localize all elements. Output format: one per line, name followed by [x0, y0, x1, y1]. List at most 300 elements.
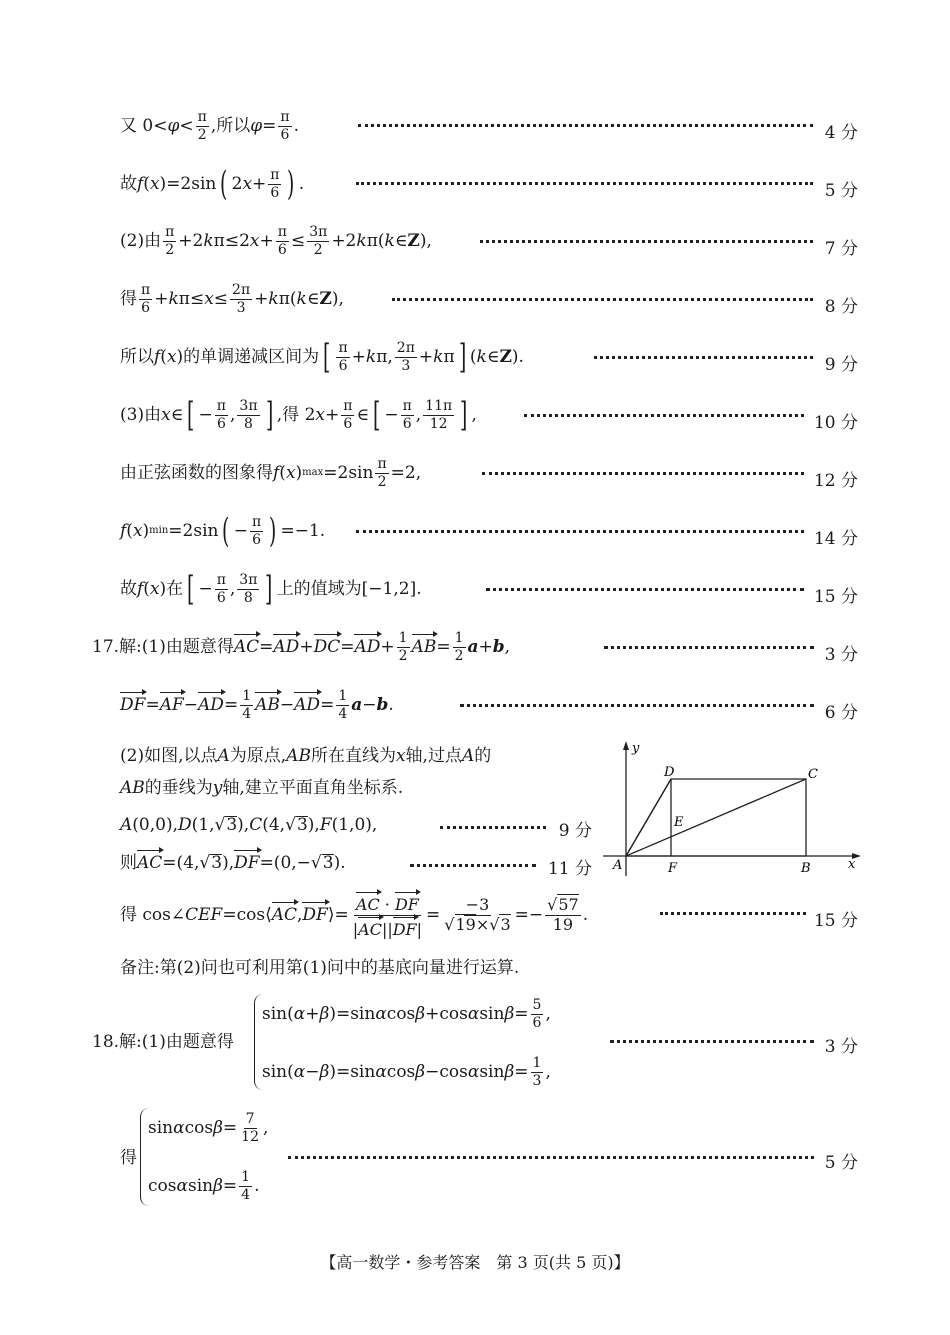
text: +: [299, 636, 314, 657]
text: 轴,过点: [405, 745, 462, 766]
numerator: π: [216, 397, 226, 414]
line-vector-coordinates: 则 AC =(4, √ 3 ), DF =(0,− √ 3 ).: [120, 852, 346, 873]
line-max-value: [120, 454, 421, 492]
score: 5 分: [824, 1153, 858, 1173]
text: f: [137, 578, 144, 599]
text: 得: [120, 1147, 137, 1168]
text: sin: [187, 1175, 214, 1196]
text: +: [154, 288, 169, 309]
fraction: [307, 225, 329, 257]
fraction: [375, 457, 388, 489]
score: 6 分: [824, 703, 858, 723]
text: π(: [366, 230, 385, 251]
text: ,: [545, 1003, 551, 1024]
denominator: √19×√3: [444, 914, 511, 934]
line-q17-part1: [92, 628, 510, 666]
text: ).: [511, 346, 524, 367]
text: β: [319, 1061, 330, 1082]
bracket-left: [: [187, 569, 195, 609]
text: f: [154, 346, 161, 367]
text: ∈: [356, 404, 370, 425]
text: =: [259, 636, 274, 657]
text: ),: [237, 814, 250, 835]
text: +: [418, 346, 434, 367]
paren-right: ): [287, 164, 295, 204]
denominator: 6: [216, 415, 226, 432]
text: β: [504, 1061, 515, 1082]
text: =2sin: [168, 520, 219, 541]
text: −: [198, 578, 213, 599]
text: 轴,建立平面直角坐标系.: [222, 777, 404, 798]
text: ,: [415, 404, 422, 425]
text: −: [279, 694, 295, 715]
text: ,: [545, 1061, 551, 1082]
denominator: 4: [241, 1186, 251, 1203]
fraction: [250, 515, 263, 547]
dotted-leader: [486, 586, 804, 591]
paren-left: (: [222, 511, 230, 551]
text: ⟩=: [327, 904, 349, 925]
vector: AB: [411, 636, 437, 657]
text: (2)由: [120, 230, 162, 251]
fraction: [401, 399, 414, 431]
denominator: 12: [241, 1128, 259, 1145]
denominator: 6: [280, 126, 290, 143]
bracket-left: [: [373, 395, 381, 435]
fraction: [397, 631, 410, 663]
text: cos: [386, 1061, 416, 1082]
text: ),: [331, 288, 344, 309]
line-coordinate-setup: [120, 744, 491, 768]
text: D: [178, 814, 192, 835]
text: cos: [184, 1117, 214, 1138]
text: x: [242, 173, 253, 194]
text: +: [305, 1003, 320, 1024]
text: ≤: [290, 230, 306, 251]
fraction: [215, 573, 228, 605]
result-row-2: [148, 1166, 260, 1206]
text: (: [469, 346, 477, 367]
label-E: E: [674, 815, 684, 830]
text: +: [351, 346, 366, 367]
text: π(: [278, 288, 297, 309]
text: k: [268, 288, 279, 309]
label-F: F: [668, 861, 678, 876]
text: a: [467, 636, 479, 657]
bracket-right: ]: [458, 337, 466, 377]
text: +: [478, 636, 493, 657]
text: CEF: [185, 904, 223, 925]
line-min-value: [120, 512, 325, 550]
text: ,: [263, 1117, 269, 1138]
text: ): [142, 520, 150, 541]
fraction: [531, 1056, 544, 1088]
vector: AD: [354, 636, 381, 657]
text: Z: [499, 346, 512, 367]
bracket-right: ]: [265, 569, 273, 609]
numerator: 3π: [239, 571, 258, 588]
text: (4,: [262, 814, 286, 835]
text: −: [305, 1061, 320, 1082]
text: k: [384, 230, 395, 251]
text: a: [351, 694, 363, 715]
text: Z: [319, 288, 332, 309]
denominator: 6: [532, 1014, 542, 1031]
text: k: [356, 230, 367, 251]
text: b: [376, 694, 389, 715]
text: sin: [479, 1003, 505, 1024]
fraction: [239, 1170, 252, 1202]
text: (3)由: [120, 404, 162, 425]
equation-row-2: [262, 1052, 551, 1092]
text: x: [249, 230, 260, 251]
radicand: 3: [226, 815, 238, 835]
numerator: √57: [547, 894, 579, 914]
text: x: [149, 578, 160, 599]
text: x: [132, 520, 143, 541]
dotted-leader: [482, 470, 804, 475]
denominator: 2: [197, 126, 207, 143]
score: 15 分: [813, 587, 858, 607]
text: =(4,: [162, 852, 200, 873]
denominator: 6: [343, 415, 353, 432]
dotted-leader: [288, 1154, 814, 1159]
text: =: [262, 115, 277, 136]
denominator: 4: [338, 705, 348, 722]
fraction: [531, 998, 544, 1030]
text: ·: [379, 895, 395, 915]
fraction-dot-product: [351, 891, 424, 939]
line-point-coordinates: A (0,0), D (1, √ 3 ), C (4, √ 3 ), F (1,0),: [120, 814, 378, 835]
line-decreasing-interval: [120, 338, 524, 376]
denominator: 8: [243, 589, 253, 606]
fraction: [278, 110, 291, 142]
dotted-leader: [410, 862, 536, 867]
text: 由正弦函数的图象得: [120, 462, 273, 483]
text: f: [120, 520, 127, 541]
bracket-left: [: [187, 395, 195, 435]
text: =: [436, 636, 451, 657]
text: −: [183, 694, 199, 715]
text: .: [293, 115, 299, 136]
text: =: [223, 694, 239, 715]
text: )=2sin: [159, 173, 217, 194]
vector: DF: [234, 852, 260, 873]
text: =2sin: [323, 462, 374, 483]
text: (2)如图,以点: [120, 745, 218, 766]
text: 故: [120, 173, 137, 194]
fraction: [276, 225, 289, 257]
text: β: [415, 1061, 426, 1082]
text: 为原点,: [229, 745, 287, 766]
text: (: [143, 578, 150, 599]
denominator: 2: [377, 473, 387, 490]
text: k: [203, 230, 214, 251]
text: ×: [475, 914, 490, 934]
numerator: −3: [465, 894, 490, 914]
vector: AC: [358, 920, 382, 939]
segment-AC: [626, 779, 806, 856]
text: =2,: [390, 462, 422, 483]
vector: DF: [120, 694, 146, 715]
text: x: [204, 288, 214, 309]
text: x: [395, 745, 406, 766]
result-row-1: [148, 1108, 268, 1148]
dotted-leader: [392, 296, 813, 301]
vector: DF: [394, 895, 419, 915]
text: ,: [229, 578, 236, 599]
numerator: 1: [532, 1054, 542, 1071]
text: =: [222, 1117, 238, 1138]
subscript: min: [149, 525, 169, 536]
text: 故: [120, 578, 137, 599]
line-q18-label: [92, 1030, 234, 1054]
numerator: 11π: [425, 397, 453, 414]
radicand: 19: [455, 914, 476, 934]
text: x: [149, 173, 160, 194]
text: 2: [231, 173, 243, 194]
text: 备注:第(2)问也可利用第(1)问中的基底向量进行运算.: [120, 957, 520, 978]
fraction: [336, 689, 349, 721]
text: α: [293, 1061, 306, 1082]
text: (: [279, 462, 286, 483]
text: 的垂线为: [144, 777, 213, 798]
text: .: [254, 1175, 260, 1196]
line-decreasing-condition: [120, 222, 432, 260]
vector: DF: [392, 920, 417, 939]
denominator: |AC||DF|: [352, 920, 423, 939]
numerator: 2π: [396, 339, 415, 356]
text: =cos⟨: [222, 904, 272, 925]
fraction: [163, 225, 176, 257]
text: C: [249, 814, 263, 835]
text: k: [476, 346, 487, 367]
text: (: [143, 173, 150, 194]
text: π≤: [178, 288, 205, 309]
text: α: [173, 1117, 185, 1138]
text: AB: [120, 777, 145, 798]
denominator: 6: [402, 415, 412, 432]
denominator: 2: [313, 241, 323, 258]
numerator: 1: [454, 629, 464, 646]
note: [120, 956, 519, 980]
text: sin: [479, 1061, 505, 1082]
text: F: [319, 814, 332, 835]
numerator: π: [343, 397, 353, 414]
text: ∈: [394, 230, 408, 251]
text: ∈: [306, 288, 320, 309]
fraction: [239, 1112, 261, 1144]
fraction: [196, 110, 209, 142]
dotted-leader: [660, 910, 806, 915]
text: π: [443, 346, 455, 367]
text: (0,0),: [132, 814, 178, 835]
radicand: 57: [558, 894, 579, 914]
dotted-leader: [480, 238, 813, 243]
text: +: [254, 288, 269, 309]
text: A: [120, 814, 133, 835]
text: ≤: [213, 288, 229, 309]
fraction: [442, 894, 512, 934]
denominator: 3: [401, 357, 411, 374]
text: k: [296, 288, 307, 309]
label-y: y: [632, 741, 640, 756]
denominator: 2: [165, 241, 175, 258]
text: α: [293, 1003, 306, 1024]
dotted-leader: [460, 702, 814, 707]
text: =: [320, 694, 335, 715]
vector: AD: [273, 636, 300, 657]
numerator: π: [270, 166, 280, 183]
numerator: 3π: [309, 223, 328, 240]
score: 3 分: [824, 645, 858, 665]
score: 7 分: [824, 239, 858, 259]
text: =: [145, 694, 160, 715]
coordinate-figure: [595, 738, 865, 878]
text: sin(: [262, 1003, 294, 1024]
segment-AD: [626, 779, 671, 856]
fraction: [336, 341, 349, 373]
text: .: [582, 904, 589, 925]
text: +2: [331, 230, 357, 251]
line-f-expression: [120, 166, 304, 202]
text: =: [426, 904, 441, 925]
text: ,: [230, 404, 236, 425]
text: −cos: [425, 1061, 468, 1082]
label-D: D: [664, 765, 675, 780]
score: 4 分: [824, 123, 858, 143]
fraction: [240, 689, 253, 721]
bracket-right: ]: [265, 395, 273, 435]
radicand: 3: [322, 853, 334, 873]
numerator: π: [402, 397, 412, 414]
text: ,: [297, 904, 303, 925]
text: (: [160, 346, 167, 367]
text: β: [504, 1003, 515, 1024]
label-C: C: [808, 767, 818, 782]
subscript: max: [302, 467, 324, 478]
numerator: [354, 891, 421, 916]
fraction: [139, 283, 152, 315]
text: .: [298, 173, 305, 194]
dotted-leader: [440, 824, 546, 829]
text: sin(: [262, 1061, 294, 1082]
text: 则: [120, 852, 137, 873]
radicand: 3: [296, 815, 308, 835]
text: .: [388, 694, 394, 715]
text: cos: [148, 1175, 177, 1196]
text: 上的值域为[−1,2].: [276, 578, 422, 599]
denominator: 3: [532, 1072, 542, 1089]
text: )=sin: [329, 1003, 376, 1024]
text: α: [375, 1003, 387, 1024]
text: 17.解:(1)由题意得: [92, 636, 234, 657]
text: +: [325, 404, 340, 425]
text: β: [213, 1175, 223, 1196]
text: y: [212, 777, 223, 798]
score: 3 分: [824, 1037, 858, 1057]
score: 9 分: [824, 355, 858, 375]
score: 14 分: [813, 529, 858, 549]
score: 11 分: [547, 859, 592, 879]
dotted-leader: [358, 122, 813, 127]
text: β: [213, 1117, 223, 1138]
text: A: [461, 745, 475, 766]
label-x: x: [848, 857, 856, 872]
text: =: [340, 636, 355, 657]
line-phi-range: [120, 108, 299, 144]
text: (: [126, 520, 133, 541]
line-cos-angle: [120, 890, 588, 940]
fraction: [230, 283, 252, 315]
text: ,所以: [210, 115, 251, 136]
fraction: [215, 399, 228, 431]
text: φ: [250, 115, 263, 136]
text: π,: [376, 346, 393, 367]
numerator: 5: [532, 996, 542, 1013]
text: =: [514, 1003, 529, 1024]
text: 所以: [120, 346, 154, 367]
text: π≤2: [213, 230, 250, 251]
text: =−: [514, 904, 544, 925]
vector: DC: [313, 636, 341, 657]
denominator: 6: [216, 589, 226, 606]
text: )的单调递减区间为: [176, 346, 320, 367]
text: f: [273, 462, 280, 483]
numerator: 1: [241, 1168, 251, 1185]
text: 的: [474, 745, 492, 766]
text: β: [319, 1003, 330, 1024]
text: =−1.: [280, 520, 326, 541]
denominator: 6: [141, 299, 151, 316]
text: =: [514, 1061, 529, 1082]
text: (1,0),: [331, 814, 378, 835]
vector: AB: [255, 694, 280, 715]
denominator: 6: [270, 184, 280, 201]
denominator: 19: [552, 914, 574, 934]
label-A: A: [613, 858, 623, 873]
dotted-leader: [610, 1038, 814, 1043]
text: )在: [159, 578, 184, 599]
equation-row-1: [262, 994, 551, 1034]
numerator: 2π: [232, 281, 251, 298]
denominator: 8: [244, 415, 253, 432]
fraction: [237, 399, 259, 431]
text: +: [380, 636, 395, 657]
text: =: [222, 1175, 238, 1196]
numerator: π: [277, 223, 287, 240]
numerator: 1: [338, 687, 348, 704]
text: α: [467, 1061, 480, 1082]
score: 9 分: [558, 821, 592, 841]
text: ),: [222, 852, 235, 873]
text: β: [415, 1003, 426, 1024]
page-footer: 【高一数学・参考答案 第 3 页(共 5 页)】: [320, 1253, 630, 1272]
numerator: π: [165, 223, 175, 240]
text: k: [168, 288, 179, 309]
line-x-range: [120, 396, 477, 434]
text: Z: [407, 230, 420, 251]
bracket-left: [: [323, 337, 331, 377]
text: ,得 2: [276, 404, 316, 425]
score: 12 分: [813, 471, 858, 491]
vector: AC: [137, 852, 163, 873]
numerator: π: [338, 339, 348, 356]
fraction: [395, 341, 417, 373]
text: 18.解:(1)由题意得: [92, 1031, 234, 1052]
vector: AC: [233, 636, 260, 657]
numerator: π: [216, 571, 226, 588]
